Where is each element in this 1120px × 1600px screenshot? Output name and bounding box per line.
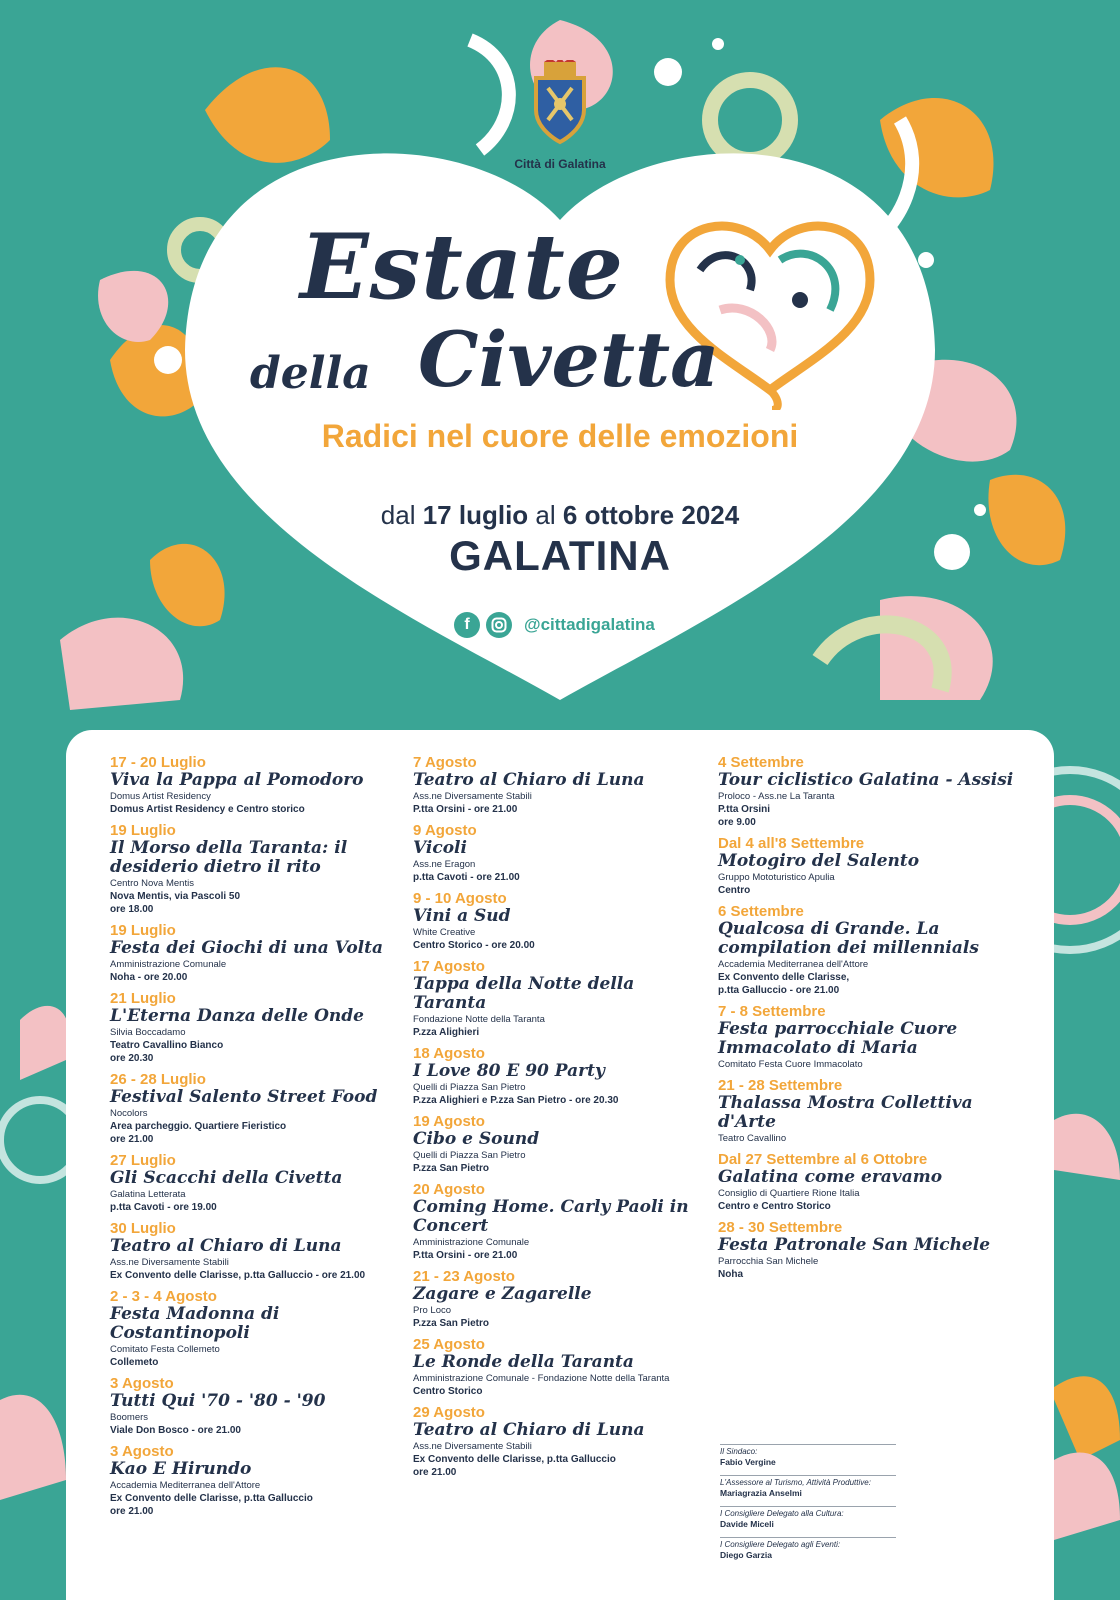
event-date: 17 - 20 Luglio — [110, 754, 206, 771]
event-place: Area parcheggio. Quartiere Fieristico — [110, 1121, 287, 1132]
event-place: Ex Convento delle Clarisse, p.tta Galluccio — [413, 1454, 616, 1465]
event-organizer: Parrocchia San Michele — [718, 1256, 819, 1267]
event-title: Qualcosa di Grande. La compilation dei millennials — [718, 919, 979, 958]
event-item — [110, 1152, 400, 1214]
event-organizer: Ass.ne Diversamente Stabili — [413, 791, 532, 802]
event-date: 21 - 23 Agosto — [413, 1268, 515, 1285]
event-organizer: Fondazione Notte della Taranta — [413, 1014, 545, 1025]
event-time: ore 20.30 — [110, 1053, 154, 1064]
event-time: ore 18.00 — [110, 904, 154, 915]
event-title: L'Eterna Danza delle Onde — [110, 1006, 364, 1026]
event-title: Festa parrocchiale Cuore Immacolato di Maria — [718, 1019, 958, 1058]
event-place: Centro — [718, 885, 751, 896]
event-place: p.tta Cavoti - ore 19.00 — [110, 1202, 217, 1213]
event-title: Vini a Sud — [413, 906, 511, 926]
event-organizer: Consiglio di Quartiere Rione Italia — [718, 1188, 860, 1199]
event-place: P.zza Alighieri e P.zza San Pietro - ore 20.30 — [413, 1095, 619, 1106]
event-date: 4 Settembre — [718, 754, 804, 771]
event-item — [413, 1268, 703, 1330]
event-date: 19 Agosto — [413, 1113, 485, 1130]
signature-name: Diego Garzia — [720, 1550, 772, 1560]
signature-item — [720, 1444, 896, 1468]
event-date: 21 Luglio — [110, 990, 176, 1007]
event-place: Ex Convento delle Clarisse, p.tta Galluccio — [110, 1493, 313, 1504]
event-place: Centro Storico — [413, 1386, 483, 1397]
event-organizer: Ass.ne Eragon — [413, 859, 476, 870]
event-organizer: Pro Loco — [413, 1305, 452, 1316]
event-organizer: Teatro Cavallino — [718, 1133, 787, 1144]
event-title: Le Ronde della Taranta — [413, 1352, 634, 1372]
event-item — [110, 1288, 400, 1369]
event-date: 18 Agosto — [413, 1045, 485, 1062]
event-organizer: Ass.ne Diversamente Stabili — [413, 1441, 532, 1452]
event-time: ore 21.00 — [110, 1134, 154, 1145]
event-place: P.tta Orsini - ore 21.00 — [413, 804, 518, 815]
event-place: Noha - ore 20.00 — [110, 972, 188, 983]
event-date: 17 Agosto — [413, 958, 485, 975]
event-time: ore 9.00 — [718, 817, 756, 828]
event-date: 3 Agosto — [110, 1443, 174, 1460]
event-date: 2 - 3 - 4 Agosto — [110, 1288, 217, 1305]
facebook-icon[interactable]: f — [454, 612, 480, 638]
event-item — [110, 1375, 400, 1437]
event-title: Il Morso della Taranta: il desiderio dietro il rito — [110, 838, 348, 877]
events-column-2 — [413, 754, 703, 1485]
event-item — [110, 922, 400, 984]
signature-name: Davide Miceli — [720, 1519, 774, 1529]
date-end: 6 ottobre 2024 — [562, 500, 740, 530]
event-date: 26 - 28 Luglio — [110, 1071, 206, 1088]
signature-item — [720, 1475, 896, 1499]
title-civetta: Civetta — [418, 315, 720, 404]
event-title: Thalassa Mostra Collettiva d'Arte — [718, 1093, 973, 1132]
event-place: P.zza Alighieri — [413, 1027, 480, 1038]
event-organizer: Proloco - Ass.ne La Taranta — [718, 791, 835, 802]
logo-caption: Città di Galatina — [514, 157, 606, 171]
event-title: Zagare e Zagarelle — [413, 1284, 592, 1304]
event-title: Teatro al Chiaro di Luna — [110, 1236, 342, 1256]
city-logo — [514, 60, 606, 171]
event-organizer: Amministrazione Comunale — [413, 1237, 530, 1248]
event-date: 30 Luglio — [110, 1220, 176, 1237]
event-date: 19 Luglio — [110, 922, 176, 939]
event-place: Ex Convento delle Clarisse, — [718, 972, 850, 983]
event-item — [718, 1151, 1018, 1213]
event-organizer: Domus Artist Residency — [110, 791, 211, 802]
event-title: Festa Patronale San Michele — [718, 1235, 991, 1255]
event-date: 9 - 10 Agosto — [413, 890, 507, 907]
event-item — [413, 1113, 703, 1175]
tagline: Radici nel cuore delle emozioni — [321, 418, 799, 454]
signature-role: I Consigliere Delegato alla Cultura: — [720, 1509, 844, 1518]
event-item — [413, 1336, 703, 1398]
event-organizer: Galatina Letterata — [110, 1189, 186, 1200]
signature-name: Fabio Vergine — [720, 1457, 776, 1467]
event-place: Nova Mentis, via Pascoli 50 — [110, 891, 241, 902]
event-organizer: Boomers — [110, 1412, 149, 1423]
signatures — [720, 1444, 896, 1568]
event-title: Tappa della Notte della Taranta — [413, 974, 635, 1013]
event-date: 7 Agosto — [413, 754, 477, 771]
event-title: Teatro al Chiaro di Luna — [413, 1420, 645, 1440]
event-date: Dal 27 Settembre al 6 Ottobre — [718, 1151, 928, 1168]
event-place: P.zza San Pietro — [413, 1163, 489, 1174]
event-item — [413, 754, 703, 816]
event-place: Domus Artist Residency e Centro storico — [110, 804, 305, 815]
event-place: P.tta Orsini - ore 21.00 — [413, 1250, 518, 1261]
signature-item — [720, 1506, 896, 1530]
event-date: Dal 4 all'8 Settembre — [718, 835, 865, 852]
title-della: della — [250, 348, 371, 399]
event-place: Viale Don Bosco - ore 21.00 — [110, 1425, 241, 1436]
signature-role: L'Assessore al Turismo, Attività Produttive: — [720, 1478, 871, 1487]
event-date: 28 - 30 Settembre — [718, 1219, 843, 1236]
event-place: Noha — [718, 1269, 743, 1280]
event-item — [413, 1181, 703, 1262]
event-time: ore 21.00 — [110, 1506, 154, 1517]
event-date: 20 Agosto — [413, 1181, 485, 1198]
event-place: Centro e Centro Storico — [718, 1201, 831, 1212]
event-item — [718, 903, 1018, 997]
event-organizer: White Creative — [413, 927, 476, 938]
signature-role: I Consigliere Delegato agli Eventi: — [720, 1540, 841, 1549]
event-title: Tutti Qui '70 - '80 - '90 — [110, 1391, 326, 1411]
event-title: I Love 80 E 90 Party — [413, 1061, 605, 1081]
event-date: 29 Agosto — [413, 1404, 485, 1421]
event-title: Teatro al Chiaro di Luna — [413, 770, 645, 790]
event-item — [413, 1404, 703, 1479]
event-place: Collemeto — [110, 1357, 159, 1368]
event-title: Gli Scacchi della Civetta — [110, 1168, 343, 1188]
event-organizer: Quelli di Piazza San Pietro — [413, 1150, 526, 1161]
event-organizer: Comitato Festa Cuore Immacolato — [718, 1059, 863, 1070]
event-place: Teatro Cavallino Bianco — [110, 1040, 224, 1051]
event-organizer: Ass.ne Diversamente Stabili — [110, 1257, 229, 1268]
dates-mid: al — [535, 500, 556, 530]
event-time: p.tta Galluccio - ore 21.00 — [718, 985, 840, 996]
event-item — [110, 1443, 400, 1518]
events-column-1 — [110, 754, 400, 1524]
event-place: P.zza San Pietro — [413, 1318, 489, 1329]
event-item — [718, 1003, 1018, 1071]
event-organizer: Gruppo Mototuristico Apulia — [718, 872, 835, 883]
event-organizer: Quelli di Piazza San Pietro — [413, 1082, 526, 1093]
event-place: Centro Storico - ore 20.00 — [413, 940, 535, 951]
dates-prefix: dal — [380, 500, 416, 530]
instagram-icon[interactable] — [486, 612, 512, 638]
event-title: Vicoli — [413, 838, 467, 858]
date-start: 17 luglio — [422, 500, 529, 530]
event-item — [110, 822, 400, 916]
events-column-3 — [718, 754, 1018, 1287]
event-date: 21 - 28 Settembre — [718, 1077, 843, 1094]
event-item — [718, 835, 1018, 897]
event-item — [413, 1045, 703, 1107]
event-title: Motogiro del Salento — [718, 851, 920, 871]
event-date: 27 Luglio — [110, 1152, 176, 1169]
event-organizer: Centro Nova Mentis — [110, 878, 194, 889]
event-title: Coming Home. Carly Paoli in Concert — [413, 1197, 689, 1236]
event-item — [110, 1071, 400, 1146]
signature-role: Il Sindaco: — [720, 1447, 758, 1456]
event-title: Festa dei Giochi di una Volta — [110, 938, 384, 958]
event-title: Cibo e Sound — [413, 1129, 540, 1149]
event-item — [413, 822, 703, 884]
event-item — [718, 1219, 1018, 1281]
event-place: P.tta Orsini — [718, 804, 771, 815]
event-item — [110, 990, 400, 1065]
event-title: Kao E Hirundo — [110, 1459, 252, 1479]
event-item — [718, 754, 1018, 829]
event-date: 9 Agosto — [413, 822, 477, 839]
event-title: Tour ciclistico Galatina - Assisi — [718, 770, 1014, 790]
event-place: p.tta Cavoti - ore 21.00 — [413, 872, 520, 883]
event-item — [718, 1077, 1018, 1145]
event-title: Festival Salento Street Food — [110, 1087, 378, 1107]
event-date: 19 Luglio — [110, 822, 176, 839]
event-date: 3 Agosto — [110, 1375, 174, 1392]
event-place: Ex Convento delle Clarisse, p.tta Galluccio - ore 21.00 — [110, 1270, 366, 1281]
event-title: Festa Madonna di Costantinopoli — [110, 1304, 280, 1343]
event-organizer: Amministrazione Comunale — [110, 959, 227, 970]
event-item — [110, 754, 400, 816]
event-time: ore 21.00 — [413, 1467, 457, 1478]
signature-name: Mariagrazia Anselmi — [720, 1488, 802, 1498]
coat-of-arms-icon — [530, 60, 590, 152]
title-estate: Estate — [300, 214, 624, 320]
festival-dates — [180, 500, 940, 531]
event-item — [413, 958, 703, 1039]
event-date: 7 - 8 Settembre — [718, 1003, 826, 1020]
event-organizer: Comitato Festa Collemeto — [110, 1344, 220, 1355]
event-organizer: Accademia Mediterranea dell'Attore — [110, 1480, 261, 1491]
event-title: Galatina come eravamo — [718, 1167, 943, 1187]
event-organizer: Accademia Mediterranea dell'Attore — [718, 959, 869, 970]
signature-item — [720, 1537, 896, 1561]
event-date: 6 Settembre — [718, 903, 804, 920]
event-title: Viva la Pappa al Pomodoro — [110, 770, 364, 790]
event-item — [413, 890, 703, 952]
event-organizer: Amministrazione Comunale - Fondazione Notte della Taranta — [413, 1373, 670, 1384]
city-name: GALATINA — [449, 532, 671, 579]
social-links — [454, 612, 655, 638]
event-item — [110, 1220, 400, 1282]
event-organizer: Nocolors — [110, 1108, 148, 1119]
social-handle[interactable]: @cittadigalatina — [524, 615, 655, 634]
event-organizer: Silvia Boccadamo — [110, 1027, 186, 1038]
event-date: 25 Agosto — [413, 1336, 485, 1353]
